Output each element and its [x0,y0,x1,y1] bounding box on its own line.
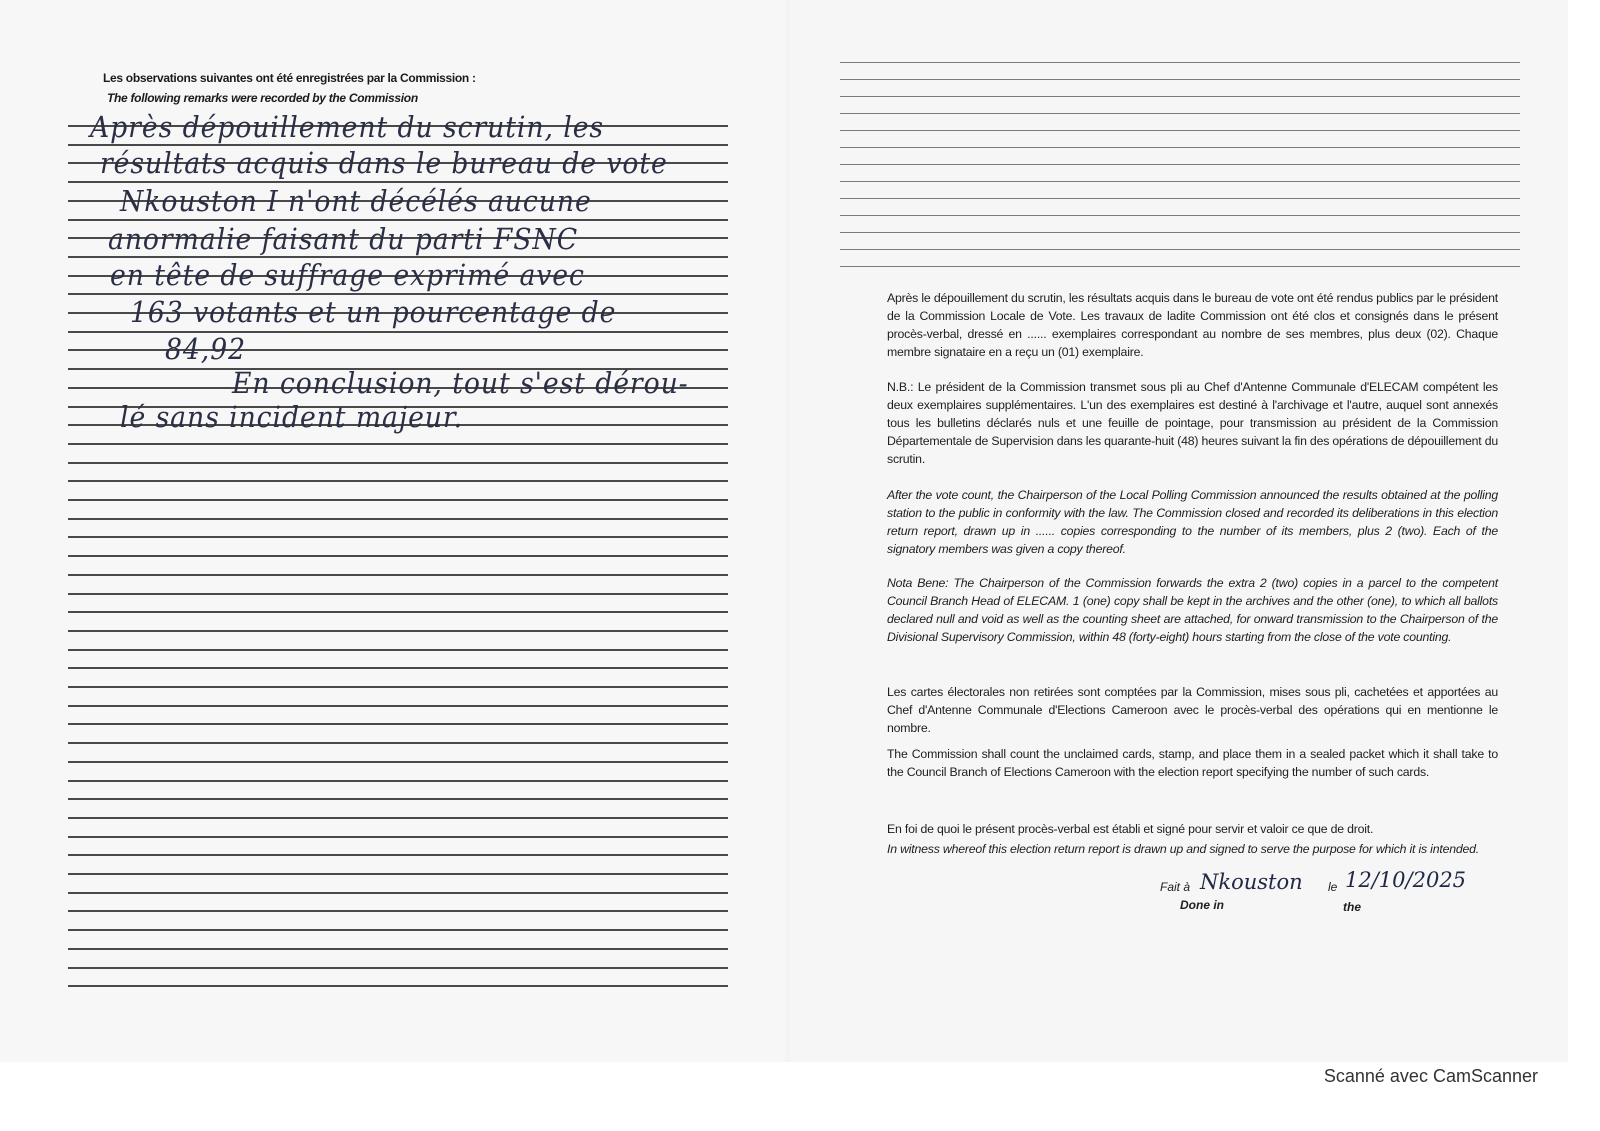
done-at-label-en: Done in [1180,898,1224,912]
ruled-line [840,62,1520,63]
date-value: 12/10/2025 [1345,868,1467,892]
ruled-line [68,892,728,894]
ruled-line [68,630,728,632]
ruled-line [68,686,728,688]
ruled-line [840,198,1520,199]
ruled-line [68,593,728,595]
camscanner-watermark: Scanné avec CamScanner [1323,1066,1538,1086]
paragraph-en-results [843,486,1498,558]
ruled-line [840,96,1520,97]
paragraph-fr-witness [843,820,1498,838]
ruled-line [68,723,728,725]
handwritten-line: 84,92 [165,332,246,366]
ruled-line [840,164,1520,165]
ruled-line [68,480,728,482]
handwritten-line: En conclusion, tout s'est dérou- [232,366,689,400]
ruled-line [68,462,728,464]
handwritten-line: lé sans incident majeur. [120,400,464,434]
ruled-line [68,985,728,987]
ruled-line [840,181,1520,182]
ruled-line [68,667,728,669]
ruled-line [840,215,1520,216]
ruled-line [840,266,1520,267]
paragraph-text: After the vote count, the Chairperson of the Local Polling Commission announced the results obtained at the polling station to the public in conformity with the law. The Commission closed and recorded its deliberations in this election return report, drawn up in ...... copies corresponding to the number of its members, plus 2 (two). Each of the signatory members was given a copy thereof. [887,488,1498,556]
remarks-heading-en: The following remarks were recorded by the Commission [107,91,418,105]
date-label-en: the [1343,900,1361,914]
done-at-value: Nkouston [1200,870,1303,894]
ruled-line [68,761,728,763]
ruled-line [68,518,728,520]
handwritten-line: anormalie faisant du parti FSNC [108,222,579,256]
paragraph-text: Les cartes électorales non retirées sont comptées par la Commission, mises sous pli, cachetées et apportées au Chef d'Antenne Communale d'Elections Cameroon avec le procès-verbal des opérations qui en mentionne le nombre. [887,685,1498,735]
ruled-line [68,705,728,707]
paragraph-en-cards [843,745,1498,781]
paragraph-text: En foi de quoi le présent procès-verbal est établi et signé pour servir et valoir ce que de droit. [887,822,1374,836]
ruled-line [68,910,728,912]
handwritten-line: en tête de suffrage exprimé avec [110,258,585,292]
ruled-line [68,836,728,838]
ruled-line [68,854,728,856]
handwritten-line: résultats acquis dans le bureau de vote [100,146,668,180]
remarks-heading-fr: Les observations suivantes ont été enregistrées par la Commission : [103,71,476,85]
left-page [0,0,785,1062]
paragraph-text: N.B.: Le président de la Commission transmet sous pli au Chef d'Antenne Communale d'ELECAM compétent les deux exemplaires supplémentaires. L'un des exemplaires est destiné à l'archivage et l'autre, auquel sont annexés tous les bulletins déclarés nuls et une feuille de pointage, pour transmission au président de la Commission Départementale de Supervision dans les quarante-huit (48) heures suivant la fin des opérations de dépouillement du scrutin. [887,380,1498,466]
ruled-line [840,79,1520,80]
handwritten-line: Après dépouillement du scrutin, les [90,110,605,144]
handwritten-line: 163 votants et un pourcentage de [130,295,617,329]
ruled-line [68,219,728,221]
paragraph-fr-cards [843,683,1498,737]
date-label-fr: le [1328,880,1338,894]
ruled-line [68,499,728,501]
ruled-line [68,443,728,445]
ruled-line [68,948,728,950]
paragraph-text: Après le dépouillement du scrutin, les résultats acquis dans le bureau de vote ont été rendus publics par le président de la Commission Locale de Vote. Les travaux de ladite Commission ont été clos et consignés dans le présent procès-verbal, dressé en ...... exemplaires correspondant au nombre de ses membres, plus deux (02). Chaque membre signataire en a reçu un (01) exemplaire. [887,291,1498,359]
ruled-line [68,536,728,538]
paragraph-text: The Commission shall count the unclaimed cards, stamp, and place them in a sealed packet which it shall take to the Council Branch of Elections Cameroon with the election report specifying the number of such cards. [887,747,1498,779]
ruled-line [840,232,1520,233]
ruled-line [68,611,728,613]
ruled-line [840,147,1520,148]
ruled-line [68,967,728,969]
handwritten-line: Nkouston I n'ont décélés aucune [120,184,592,218]
paragraph-en-nota-bene [843,574,1498,646]
ruled-line [68,555,728,557]
ruled-line [840,113,1520,114]
paragraph-text: In witness whereof this election return report is drawn up and signed to serve the purpose for which it is intended. [887,842,1479,856]
paragraph-fr-results [843,289,1498,361]
ruled-line [68,873,728,875]
ruled-line [68,742,728,744]
ruled-line [68,929,728,931]
done-at-label-fr: Fait à [1160,880,1191,894]
paragraph-fr-nb [843,378,1498,468]
ruled-line [68,649,728,651]
ruled-line [840,249,1520,250]
paragraph-en-witness [843,840,1498,858]
ruled-line [68,780,728,782]
ruled-line [68,574,728,576]
ruled-line [68,817,728,819]
ruled-line [68,798,728,800]
ruled-line [840,130,1520,131]
paragraph-text: Nota Bene: The Chairperson of the Commission forwards the extra 2 (two) copies in a parcel to the competent Council Branch Head of ELECAM. 1 (one) copy shall be kept in the archives and the other (one), to which all ballots declared null and void as well as the counting sheet are attached, for onward transmission to the Chairperson of the Divisional Supervisory Commission, within 48 (forty-eight) hours starting from the close of the vote counting. [887,576,1498,644]
ruled-line [68,181,728,183]
